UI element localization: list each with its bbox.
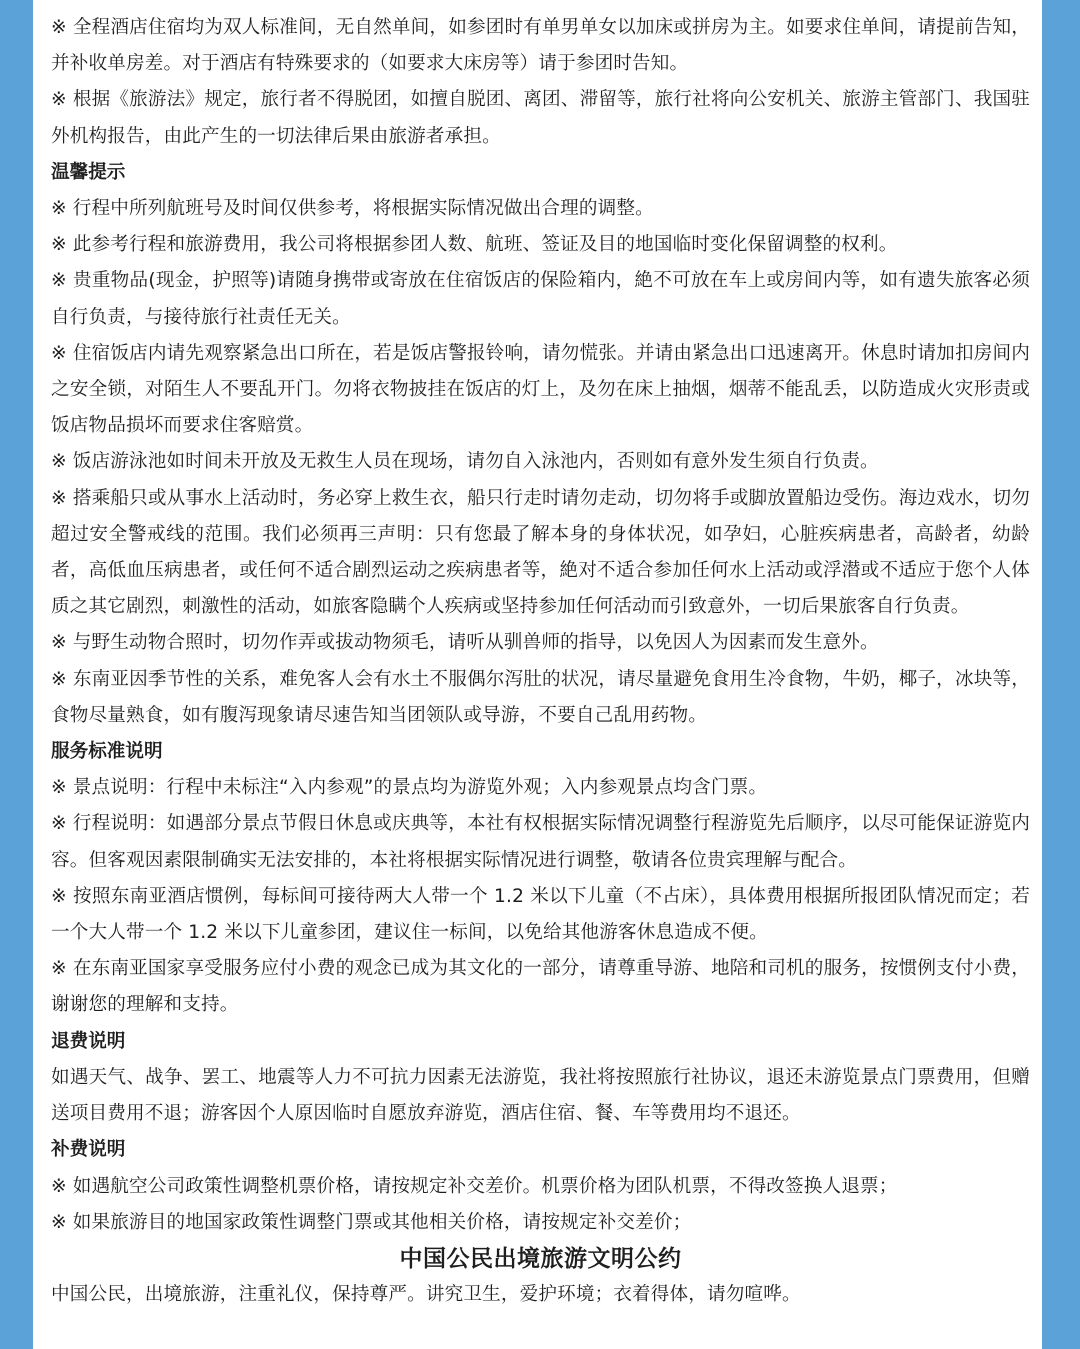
paragraph: ※ 与野生动物合照时，切勿作弄或拔动物须毛，请听从驯兽师的指导，以免因人为因素而发生意外。 [51, 632, 879, 654]
paragraph: ※ 贵重物品(现金，护照等)请随身携带或寄放在住宿饭店的保险箱内，絶不可放在车上或房间内等，如有遗失旅客必须自行负责，与接待旅行社责任无关。 [51, 270, 1030, 328]
paragraph: ※ 饭店游泳池如时间未开放及无救生人员在现场，请勿自入泳池内，否则如有意外发生须自行负责。 [51, 451, 879, 473]
paragraph: ※ 按照东南亚酒店惯例，每标间可接待两大人带一个 1.2 米以下儿童（不占床），具体费用根据所报团队情况而定；若一个大人带一个 1.2 米以下儿童参团，建议住一标间，以免给其他游客休息造成不便。 [51, 885, 1030, 944]
paragraph: 如遇天气、战争、罢工、地震等人力不可抗力因素无法游览，我社将按照旅行社协议，退还未游览景点门票费用，但赠送项目费用不退；游客因个人原因临时自愿放弃游览，酒店住宿、餐、车等费用均不退还。 [51, 1066, 1030, 1125]
section-heading: 服务标准说明 [51, 741, 163, 763]
paragraph: 中国公民，出境旅游，注重礼仪，保持尊严。讲究卫生，爱护环境；衣着得体，请勿喧哗。 [51, 1283, 801, 1305]
paragraph: ※ 行程中所列航班号及时间仅供参考，将根据实际情况做出合理的调整。 [51, 198, 654, 220]
section-heading: 温馨提示 [51, 161, 126, 183]
paragraph: ※ 景点说明：行程中未标注“入内参观”的景点均为游览外观；入内参观景点均含门票。 [51, 777, 768, 799]
paragraph: ※ 全程酒店住宿均为双人标准间，无自然单间，如参团时有单男单女以加床或拼房为主。如要求住单间，请提前告知，并补收单房差。对于酒店有特殊要求的（如要求大床房等）请于参团时告知。 [51, 17, 1030, 75]
paragraph: ※ 如果旅游目的地国家政策性调整门票或其他相关价格，请按规定补交差价； [51, 1211, 692, 1233]
section-heading: 补费说明 [51, 1139, 126, 1161]
paragraph: ※ 东南亚因季节性的关系，难免客人会有水土不服偶尔泻肚的状况，请尽量避免食用生冷食物，牛奶，椰子，冰块等，食物尽量熟食，如有腹泻现象请尽速告知当团领队或导游，不要自己乱用药物。 [51, 668, 1030, 726]
paragraph: ※ 行程说明：如遇部分景点节假日休息或庆典等，本社有权根据实际情况调整行程游览先后顺序，以尽可能保证游览内容。但客观因素限制确实无法安排的，本社将根据实际情况进行调整，敬请各位贵宾理解与配合。 [51, 813, 1030, 871]
paragraph: ※ 搭乘船只或从事水上活动时，务必穿上救生衣，船只行走时请勿走动，切勿将手或脚放置船边受伤。海边戏水，切勿超过安全警戒线的范围。我们必须再三声明：只有您最了解本身的身体状况，如孕妇，心脏疾病患者，高龄者，幼龄者，高低血压病患者，或任何不适合剧烈运动之疾病患者等，絶对不适合参加任何水上活动或浮潜或不适应于您个人体质之其它剧烈，刺激性的活动，如旅客隐瞒个人疾病或坚持参加任何活动而引致意外，一切后果旅客自行负责。 [51, 487, 1030, 618]
paragraph: ※ 如遇航空公司政策性调整机票价格，请按规定补交差价。机票价格为团队机票，不得改签换人退票； [51, 1175, 898, 1197]
convention-title: 中国公民出境旅游文明公约 [399, 1245, 682, 1272]
document-page [33, 0, 1042, 1349]
paragraph: ※ 根据《旅游法》规定，旅行者不得脱团，如擅自脱团、离团、滞留等，旅行社将向公安机关、旅游主管部门、我国驻外机构报告，由此产生的一切法律后果由旅游者承担。 [51, 89, 1030, 147]
paragraph: ※ 此参考行程和旅游费用，我公司将根据参团人数、航班、签证及目的地国临时变化保留调整的权利。 [51, 234, 898, 256]
document-content [51, 10, 1030, 1313]
section-heading: 退费说明 [51, 1030, 126, 1052]
paragraph: ※ 在东南亚国家享受服务应付小费的观念已成为其文化的一部分，请尊重导游、地陪和司机的服务，按惯例支付小费，谢谢您的理解和支持。 [51, 958, 1030, 1016]
paragraph: ※ 住宿饭店内请先观察紧急出口所在，若是饭店警报铃响，请勿慌张。并请由紧急出口迅速离开。休息时请加扣房间内之安全锁，对陌生人不要乱开门。勿将衣物披挂在饭店的灯上，及勿在床上抽烟，烟蒂不能乱丢，以防造成火灾形责或饭店物品损坏而要求住客赔赏。 [51, 342, 1030, 437]
